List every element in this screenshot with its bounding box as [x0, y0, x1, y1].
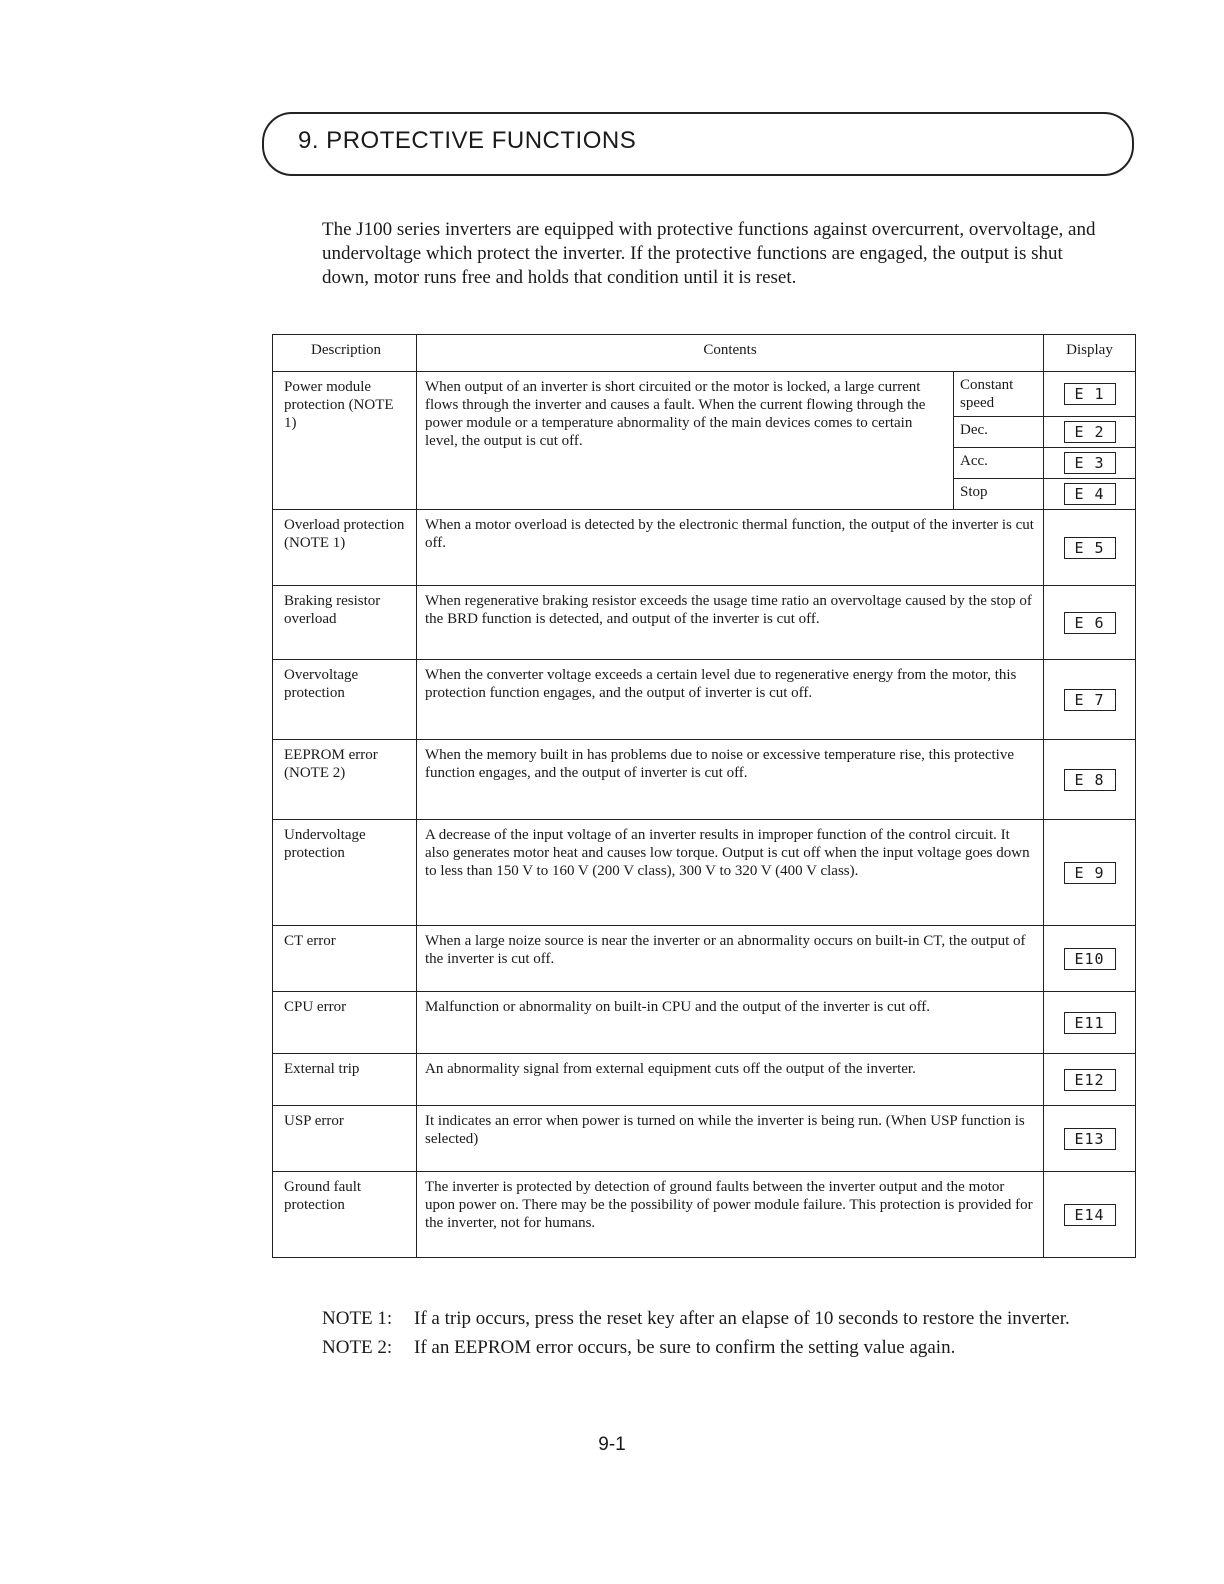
table-row: [273, 1106, 1136, 1172]
table-header-row: [273, 335, 1136, 372]
table-row: [273, 740, 1136, 820]
note-text: If an EEPROM error occurs, be sure to confirm the setting value again.: [414, 1337, 956, 1358]
mode-label: Constant speed: [954, 372, 1044, 417]
row-description: External trip: [273, 1054, 417, 1106]
table-row: [273, 926, 1136, 992]
page-number: 9-1: [598, 1434, 626, 1455]
row-description: Power module protection (NOTE 1): [273, 372, 417, 510]
note-label: NOTE 1:: [322, 1308, 393, 1329]
row-contents: The inverter is protected by detection of ground faults between the inverter output and the motor upon power on. There may be the possibility of power module failure. This protection is provided for the inverter, not for humans.: [417, 1172, 1044, 1258]
mode-label: Stop: [954, 479, 1044, 510]
error-code-display: E 8: [1064, 769, 1116, 791]
header-display: Display: [1044, 335, 1136, 372]
error-code-display: E 6: [1064, 612, 1116, 634]
note-2: [322, 1335, 1102, 1360]
note-1: [322, 1306, 1102, 1331]
row-description: USP error: [273, 1106, 417, 1172]
page-title: 9. PROTECTIVE FUNCTIONS: [298, 127, 637, 154]
row-contents: When a large noize source is near the inverter or an abnormality occurs on built-in CT, the output of the inverter is cut off.: [417, 926, 1044, 992]
note-label: NOTE 2:: [322, 1337, 393, 1358]
error-code-display: E12: [1064, 1069, 1116, 1091]
header-contents: Contents: [417, 335, 1044, 372]
row-description: Overload protection (NOTE 1): [273, 510, 417, 586]
row-contents: A decrease of the input voltage of an inverter results in improper function of the control circuit. It also generates motor heat and causes low torque. Output is cut off when the input voltage goes down to less than 150 V to 160 V (200 V class), 300 V to 320 V (400 V class).: [417, 820, 1044, 926]
error-code-display: E11: [1064, 1012, 1116, 1034]
row-description: Braking resistor overload: [273, 586, 417, 660]
error-code-display: E 7: [1064, 689, 1116, 711]
header-description: Description: [273, 335, 417, 372]
table-row: [273, 1172, 1136, 1258]
row-contents: It indicates an error when power is turned on while the inverter is being run. (When USP function is selected): [417, 1106, 1044, 1172]
error-code-display: E13: [1064, 1128, 1116, 1150]
row-description: EEPROM error (NOTE 2): [273, 740, 417, 820]
row-description: CT error: [273, 926, 417, 992]
table-row: [273, 510, 1136, 586]
table-row: [273, 660, 1136, 740]
table-row: [273, 586, 1136, 660]
error-code-display: E 5: [1064, 537, 1116, 559]
row-description: Overvoltage protection: [273, 660, 417, 740]
error-code-display: E 9: [1064, 862, 1116, 884]
table-row: [273, 1054, 1136, 1106]
row-description: Ground fault protection: [273, 1172, 417, 1258]
table-row: [273, 820, 1136, 926]
error-code-display: E14: [1064, 1204, 1116, 1226]
mode-label: Dec.: [954, 417, 1044, 448]
row-description: Undervoltage protection: [273, 820, 417, 926]
table-row: [273, 992, 1136, 1054]
row-contents: An abnormality signal from external equipment cuts off the output of the inverter.: [417, 1054, 1044, 1106]
error-code-display: E10: [1064, 948, 1116, 970]
table-row: [273, 372, 1136, 417]
note-text: If a trip occurs, press the reset key after an elapse of 10 seconds to restore the inverter.: [414, 1308, 1070, 1329]
error-code-display: E 2: [1064, 421, 1116, 443]
row-contents: When the memory built in has problems due to noise or excessive temperature rise, this protective function engages, and the output of inverter is cut off.: [417, 740, 1044, 820]
error-code-display: E 4: [1064, 483, 1116, 505]
protective-functions-table: [272, 334, 1136, 1258]
error-code-display: E 3: [1064, 452, 1116, 474]
intro-paragraph: The J100 series inverters are equipped with protective functions against overcurrent, overvoltage, and undervoltage which protect the inverter. If the protective functions are engaged, the output is shut down, motor runs free and holds that condition until it is reset.: [322, 219, 1096, 288]
notes-section: [322, 1306, 1102, 1364]
error-code-display: E 1: [1064, 383, 1116, 405]
mode-label: Acc.: [954, 448, 1044, 479]
row-contents: When regenerative braking resistor exceeds the usage time ratio an overvoltage caused by the stop of the BRD function is detected, and output of the inverter is cut off.: [417, 586, 1044, 660]
row-contents: When a motor overload is detected by the electronic thermal function, the output of the inverter is cut off.: [417, 510, 1044, 586]
row-contents: When output of an inverter is short circuited or the motor is locked, a large current flows through the inverter and causes a fault. When the current flowing through the power module or a temperature abnormality of the main devices comes to certain level, the output is cut off.: [417, 372, 954, 510]
row-description: CPU error: [273, 992, 417, 1054]
row-contents: When the converter voltage exceeds a certain level due to regenerative energy from the motor, this protection function engages, and the output of inverter is cut off.: [417, 660, 1044, 740]
row-contents: Malfunction or abnormality on built-in CPU and the output of the inverter is cut off.: [417, 992, 1044, 1054]
